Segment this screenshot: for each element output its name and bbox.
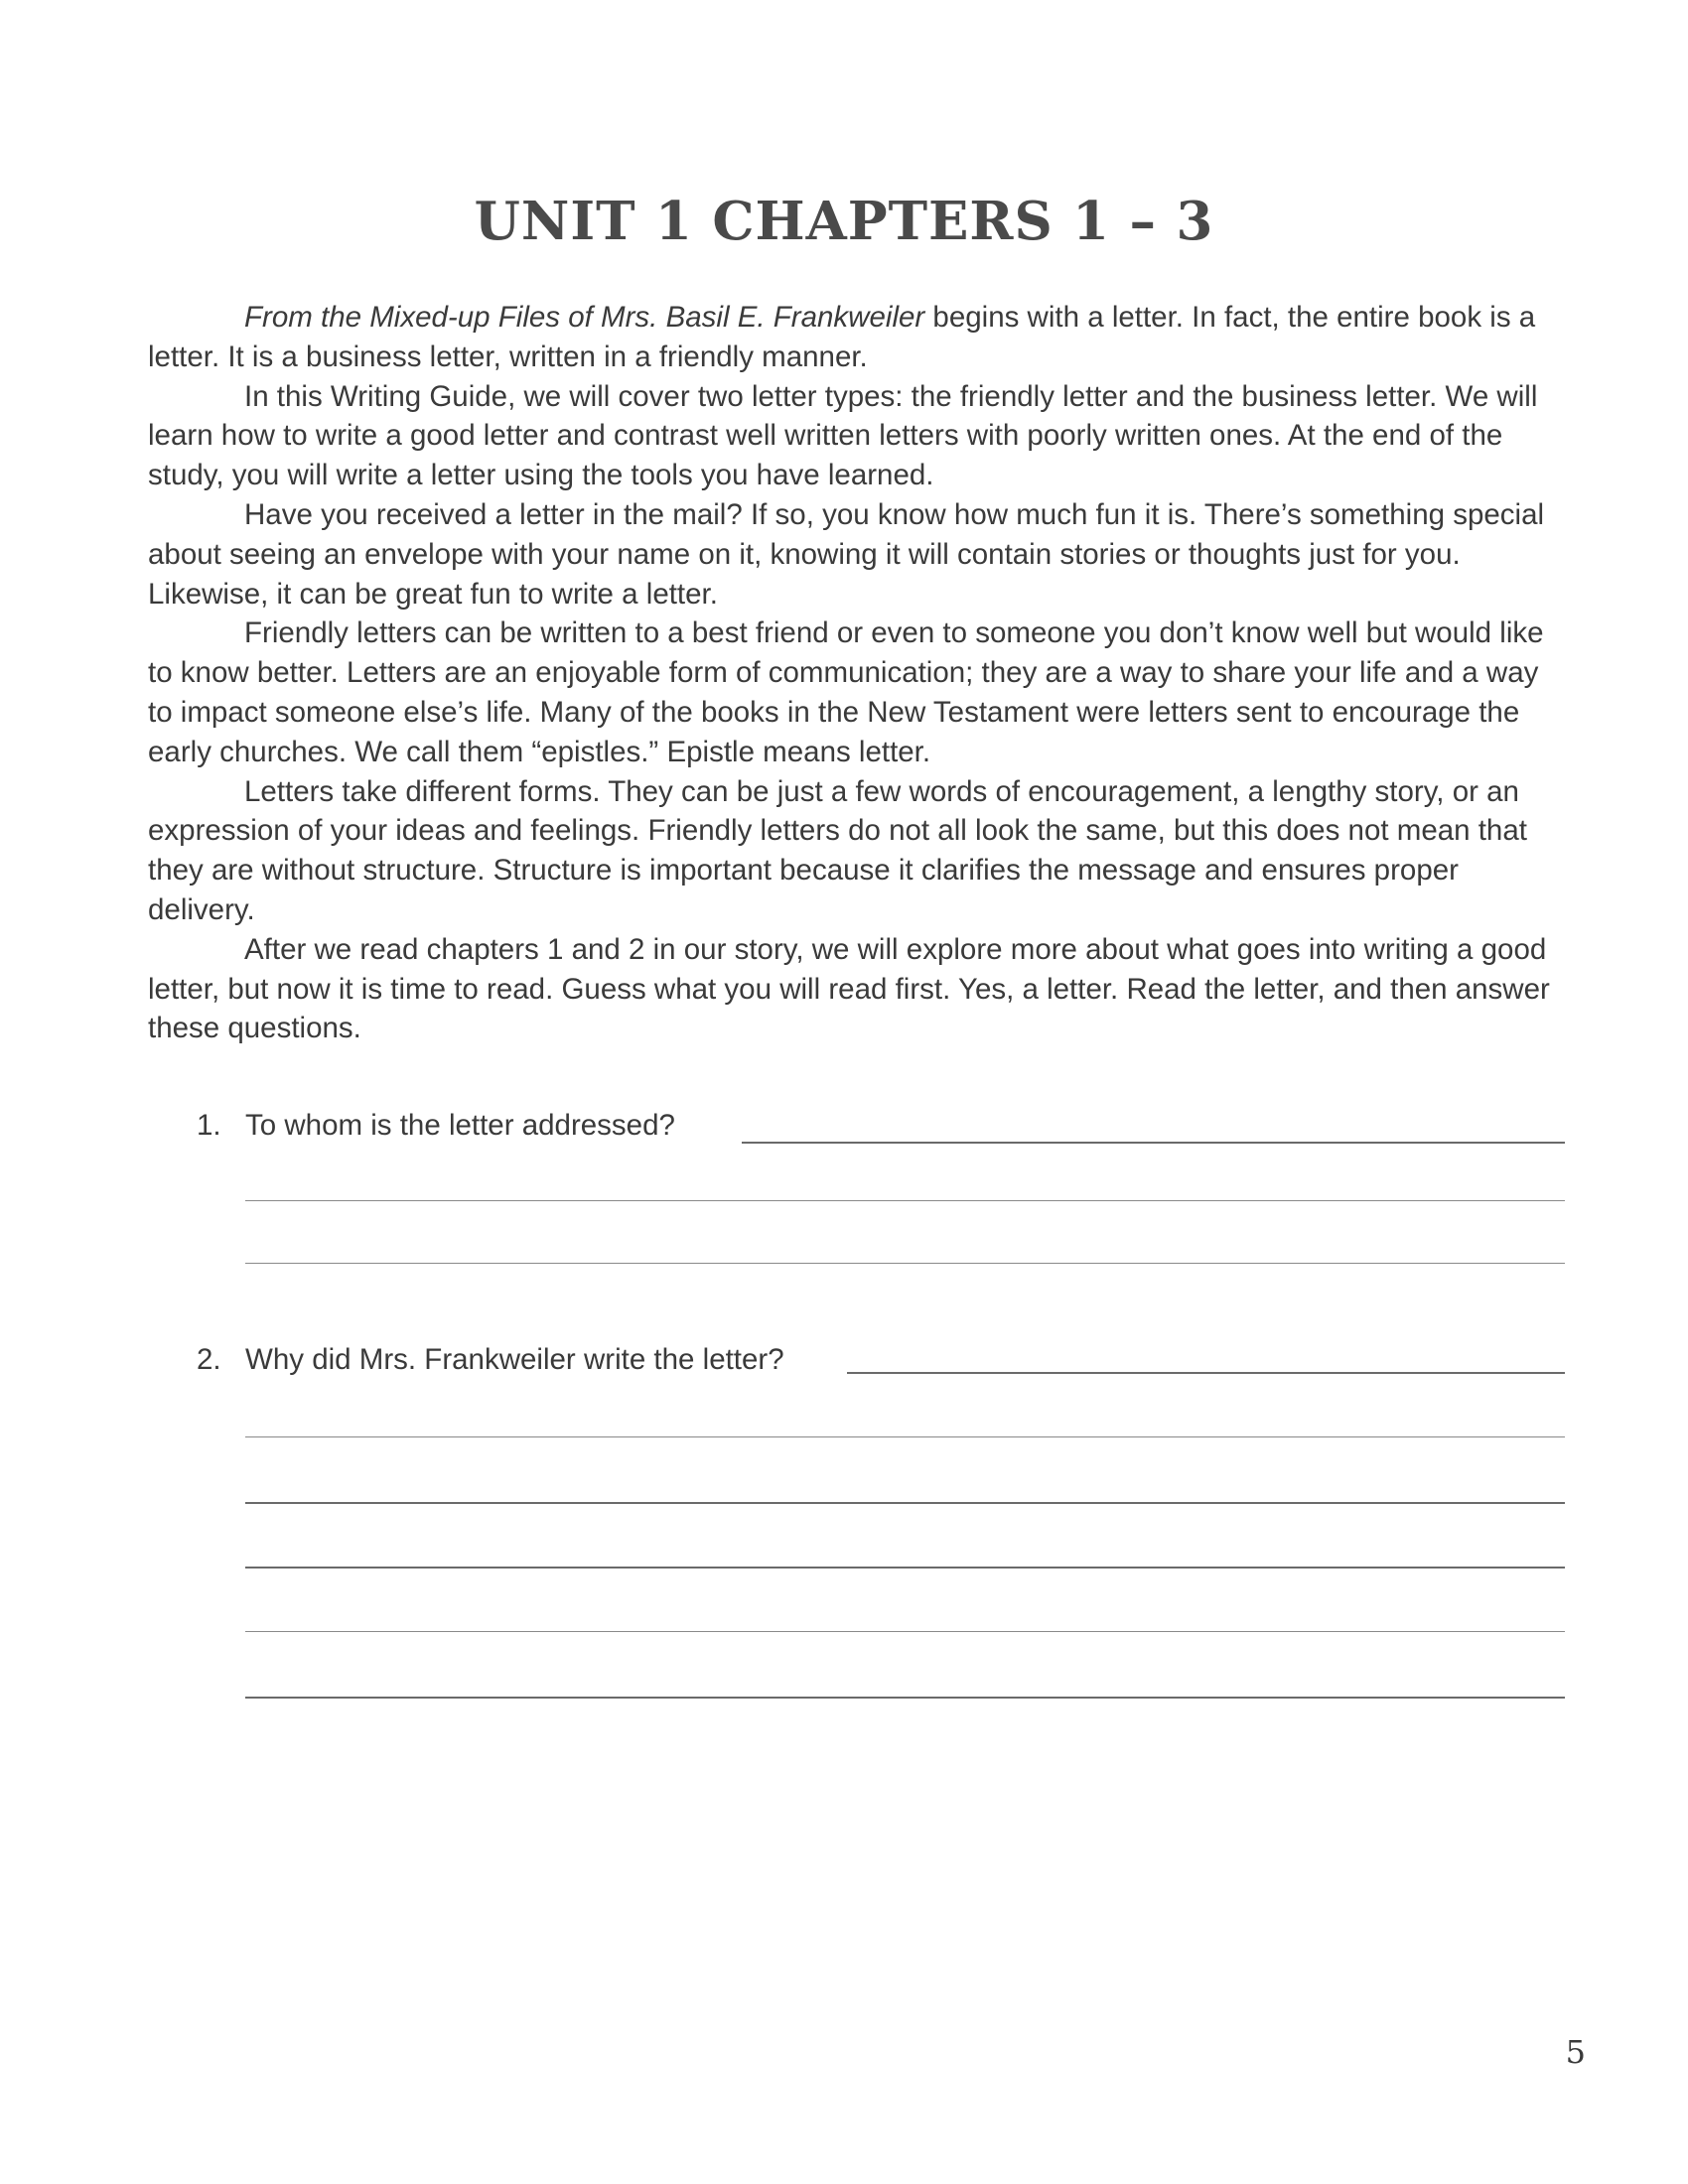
paragraph-5: Letters take different forms. They can be just a few words of encouragement, a lengthy story, or an expression of your ideas and feelings. Friendly letters do not all look the same, but this does not mean that they are without structure. Structure is important because it clarifies the message and ensures proper delivery.	[148, 774, 1527, 926]
question-2-number: 2.	[197, 1343, 221, 1376]
question-1-number: 1.	[197, 1109, 221, 1142]
answer-line-1-1[interactable]	[742, 1142, 1565, 1144]
answer-line-2-1[interactable]	[847, 1372, 1565, 1374]
question-2-prompt: Why did Mrs. Frankweiler write the letter?	[245, 1343, 784, 1376]
paragraph-6: After we read chapters 1 and 2 in our story, we will explore more about what goes into writing a good letter, but now it is time to read. Guess what you will read first. Yes, a letter. Read the letter, and then answer these questions.	[148, 932, 1550, 1045]
paragraph-4: Friendly letters can be written to a best friend or even to someone you don’t know well but would like to know better. Letters are an enjoyable form of communication; they are a way to share your life and a way to impact someone else’s life. Many of the books in the New Testament were letters sent to encourage the early churches. We call them “epistles.” Epistle means letter.	[148, 616, 1544, 768]
answer-line-2-6[interactable]	[245, 1697, 1565, 1699]
answer-line-1-2[interactable]	[245, 1200, 1565, 1201]
paragraph-3: Have you received a letter in the mail? If so, you know how much fun it is. There’s something special about seeing an envelope with your name on it, knowing it will contain stories or thoughts just for you. Likewise, it can be great fun to write a letter.	[148, 497, 1545, 611]
page-number: 5	[1565, 2033, 1586, 2071]
answer-line-2-3[interactable]	[245, 1502, 1565, 1504]
page-title: UNIT 1 CHAPTERS 1 – 3	[474, 191, 1214, 252]
answer-line-1-3[interactable]	[245, 1263, 1565, 1264]
paragraph-2: In this Writing Guide, we will cover two letter types: the friendly letter and the business letter. We will learn how to write a good letter and contrast well written letters with poorly written ones. At the end of the study, you will write a letter using the tools you have learned.	[148, 379, 1538, 492]
body-text	[148, 298, 1563, 1048]
answer-line-2-2[interactable]	[245, 1436, 1565, 1437]
question-1-prompt: To whom is the letter addressed?	[245, 1109, 675, 1142]
paragraph-1-text: begins with a letter. In fact, the entire book is a letter. It is a business letter, written in a friendly manner.	[148, 301, 1536, 373]
paragraph-1	[148, 298, 1563, 377]
answer-line-2-4[interactable]	[245, 1567, 1565, 1569]
book-title-italic: From the Mixed-up Files of Mrs. Basil E. Frankweiler	[244, 301, 925, 334]
answer-line-2-5[interactable]	[245, 1631, 1565, 1632]
